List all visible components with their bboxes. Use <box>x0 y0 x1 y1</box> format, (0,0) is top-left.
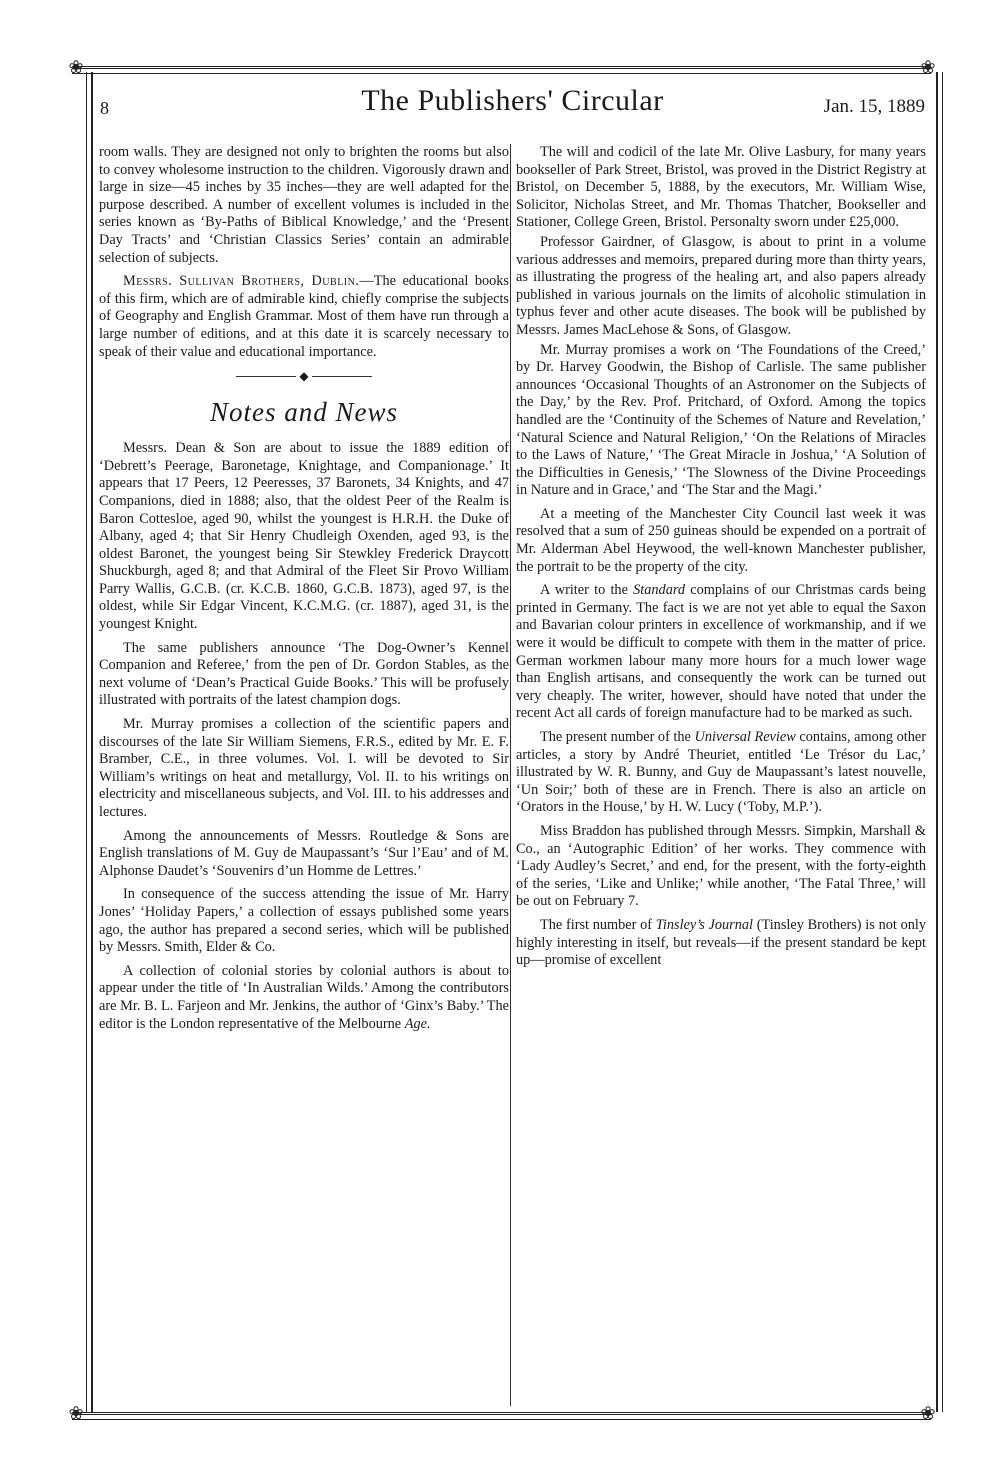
article-paragraph: Professor Gairdner, of Glasgow, is about to print in a volume various addresses and memoirs, prepared during more than thirty years, as illustrating the progress of the healing art, and also papers already published in various journals on the limits of alcoholic stimulation in typhus fever and other acute diseases. The book will be published by Messrs. James MacLehose & Sons, of Glasgow. <box>516 233 926 338</box>
firm-name-lead: Messrs. Sullivan Brothers, Dublin. <box>123 273 360 290</box>
article-paragraph: Messrs. Dean & Son are about to issue the 1889 edition of ‘Debrett’s Peerage, Baronetage, Knightage, and Companionage.’ It appears that 17 Peers, 12 Peeresses, 37 Baronets, 34 Knights, and 47 Companions, died in 1888; also, that the oldest Peer of the Realm is Baron Cottesloe, aged 90, whilst the youngest is H.R.H. the Duke of Albany, aged 4; that Sir Henry Chudleigh Oxenden, aged 93, is the oldest Baronet, the youngest being Sir Stewkley Frederick Draycott Shuckburgh, aged 8; and that Admiral of the Fleet Sir Provo William Parry Wallis, G.C.B. (cr. K.C.B. 1860, G.C.B. 1873), aged 97, is the oldest, while Sir Edgar Vincent, K.C.M.G. (cr. 1887), aged 31, is the youngest Knight. <box>99 440 509 633</box>
article-paragraph: The same publishers announce ‘The Dog-Owner’s Kennel Companion and Referee,’ from the pen of Dr. Gordon Stables, as the next volume of ‘Dean’s Practical Guide Books.’ This will be profusely illustrated with portraits of the latest champion dogs. <box>99 639 509 709</box>
right-column <box>516 144 926 1406</box>
paragraph-text: (Tinsley Brothers) is not only highly interesting in itself, but reveals—if the present standard be kept up—promise of excellent <box>516 916 926 969</box>
issue-date: Jan. 15, 1889 <box>823 96 925 117</box>
page-number: 8 <box>100 98 109 118</box>
article-paragraph: At a meeting of the Manchester City Council last week it was resolved that a sum of 250 guineas should be expended on a portrait of Mr. Alderman Abel Heywood, the well-known Manchester publisher, the portrait to be the property of the city. <box>516 505 926 575</box>
corner-ornament-icon: ❀ <box>920 57 936 78</box>
column-divider <box>510 144 511 1406</box>
paragraph-text: —The educational books of this firm, which are of admirable kind, chiefly comprise the subjects of Geography and English Grammar. Most of them have run through a large number of editions, and at this date it is scarcely necessary to speak of their value and educational importance. <box>99 273 509 360</box>
article-paragraph <box>516 729 926 817</box>
newspaper-title: Standard <box>633 582 686 599</box>
paragraph-text: A writer to the <box>540 582 628 599</box>
article-paragraph: room walls. They are designed not only to brighten the rooms but also to convey wholesome instruction to the children. Vigorously drawn and large in size—45 inches by 35 inches—they are well adapted for the purpose described. A number of excellent volumes is included in the series known as ‘By-Paths of Biblical Knowledge,’ and the ‘Present Day Tracts’ and ‘Christian Classics Series’ contain an admirable selection of subjects. <box>99 144 509 266</box>
section-heading: Notes and News <box>209 397 398 428</box>
newspaper-title: Age. <box>404 1015 431 1032</box>
top-border-rule <box>72 66 931 74</box>
paragraph-text: complains of our Christmas cards being printed in Germany. The fact is we are not yet able to equal the Saxon and Bavarian colour printers in excellence of workmanship, and if we were it would be difficult to compete with them in the matter of price. German workmen labour many more hours for a much lower wage than English artisans, and consequently the work can be turned out very cheaply. The writer, however, should have noted that under the recent Act all cards of foreign manufacture had to be marked as such. <box>516 582 926 722</box>
journal-title: The Publishers' Circular <box>361 84 664 117</box>
periodical-title: Tinsley’s Journal <box>655 916 753 933</box>
left-column <box>99 144 509 1406</box>
article-paragraph: Mr. Murray promises a collection of the scientific papers and discourses of the late Sir William Siemens, F.R.S., edited by Mr. E. F. Bramber, C.E., in three volumes. Vol. I. will be devoted to Sir William’s writings on heat and metallurgy, Vol. II. to his writings on electricity and miscellaneous subjects, and Vol. III. to his addresses and lectures. <box>99 716 509 820</box>
article-paragraph: The will and codicil of the late Mr. Olive Lasbury, for many years bookseller of Park Street, Bristol, was proved in the District Registry at Bristol, on December 5, 1888, by the executors, Mr. William Wise, Solicitor, Nicholas Street, and Mr. Thomas Thatcher, Bookseller and Stationer, College Green, Bristol. Personalty sworn under £25,000. <box>516 144 926 231</box>
article-paragraph <box>99 963 509 1033</box>
page-header <box>100 84 925 124</box>
left-border-rule <box>86 72 93 1412</box>
right-border-rule <box>936 72 943 1412</box>
article-paragraph: Mr. Murray promises a work on ‘The Foundations of the Creed,’ by Dr. Harvey Goodwin, the Bishop of Carlisle. The same publisher announces ‘Occasional Thoughts of an Astronomer on the Subjects of the Day,’ by the Rev. Prof. Pritchard, of Oxford. Among the topics handled are the ‘Continuity of the Schemes of Nature and Revelation,’ ‘Natural Science and Natural Religion,’ ‘On the Relations of Miracles to the Laws of Nature,’ ‘The Great Miracle in Joshua,’ ‘A Solution of the Difficulties in Genesis,’ ‘The Slowness of the Divine Proceedings in Nature and in Grace,’ and ‘The Star and the Magi.’ <box>516 341 926 499</box>
corner-ornament-icon: ❀ <box>920 1403 936 1424</box>
article-paragraph: Among the announcements of Messrs. Routledge & Sons are English translations of M. Guy de Maupassant’s ‘Sur l’Eau’ and of M. Alphonse Daudet’s ‘Souvenirs d’un Homme de Lettres.’ <box>99 827 509 879</box>
article-paragraph: In consequence of the success attending the issue of Mr. Harry Jones’ ‘Holiday Papers,’ a collection of essays published some years ago, the author has prepared a second series, which will be published by Messrs. Smith, Elder & Co. <box>99 886 509 956</box>
paragraph-text: The first number of <box>540 916 653 933</box>
corner-ornament-icon: ❀ <box>68 57 84 78</box>
periodical-title: Universal Review <box>694 729 796 745</box>
paragraph-text: A collection of colonial stories by colonial authors is about to appear under the title of ‘In Australian Wilds.’ Among the contributors are Mr. B. L. Farjeon and Mr. Jenkins, the author of ‘Ginx’s Baby.’ The editor is the London representative of the Melbourne <box>99 962 509 1032</box>
paragraph-text: contains, among other articles, a story by André Theuriet, entitled ‘Le Trésor du Lac,’ illustrated by W. R. Bunny, and Guy de Maupassant’s latest nouvelle, ‘Un Soir;’ both of these are in French. There is also an article on ‘Orators in the House,’ by H. W. Lucy (‘Toby, M.P.’). <box>516 729 926 816</box>
bottom-border-rule <box>72 1412 931 1420</box>
article-paragraph: Miss Braddon has published through Messrs. Simpkin, Marshall & Co., an ‘Autographic Edition’ of her works. They commence with ‘Lady Audley’s Secret,’ and end, for the present, with the forty-eighth of the series, ‘Like and Unlike;’ while another, ‘The Fatal Three,’ will be out on February 7. <box>516 822 926 910</box>
article-paragraph <box>516 582 926 723</box>
section-separator: ◆ <box>99 367 509 385</box>
paragraph-text: The present number of the <box>540 729 691 745</box>
corner-ornament-icon: ❀ <box>68 1403 84 1424</box>
article-paragraph <box>99 273 509 361</box>
article-paragraph <box>516 917 926 970</box>
